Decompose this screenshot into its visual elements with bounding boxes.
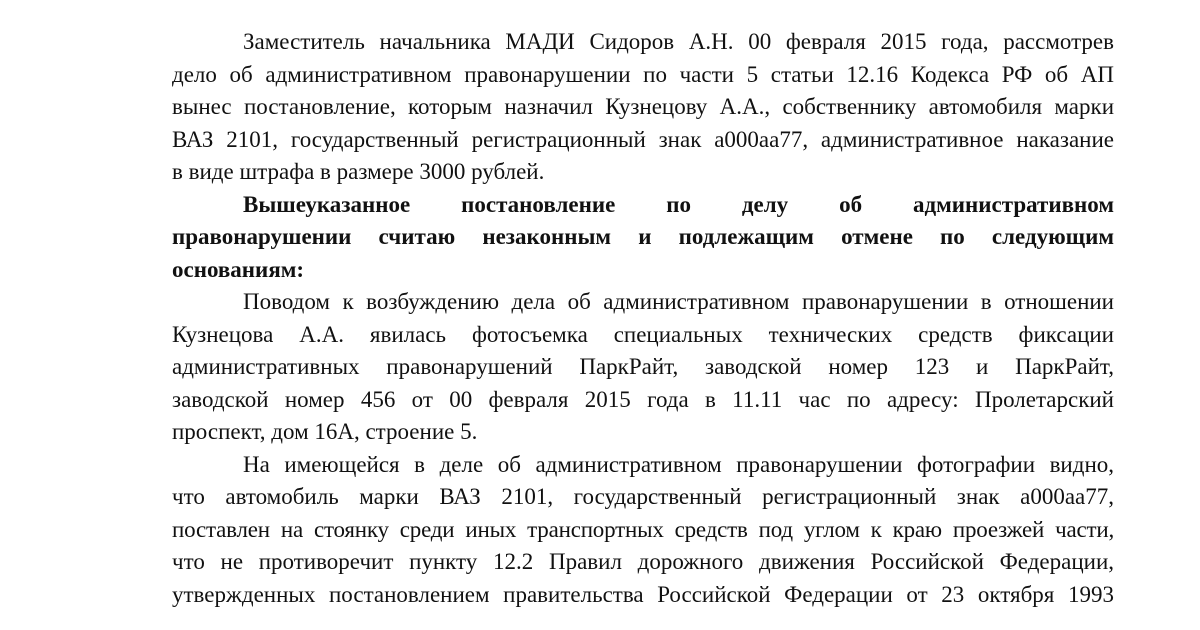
- document-page: [172, 26, 1114, 611]
- text-line: административных правонарушений ПаркРайт, заводской номер 123 и ПаркРайт,: [172, 354, 1114, 379]
- text-line: На имеющейся в деле об административном правонарушении фотографии видно,: [243, 451, 1114, 477]
- text-line: проспект, дом 16А, строение 5.: [172, 419, 478, 444]
- text-line: Заместитель начальника МАДИ Сидоров А.Н. 00 февраля 2015 года, рассмотрев: [243, 29, 1114, 54]
- text-line: что не противоречит пункту 12.2 Правил дорожного движения Российской Федерации,: [172, 549, 1114, 574]
- text-line: Вышеуказанное постановление по делу об административном: [243, 191, 1114, 217]
- text-line: что автомобиль марки ВАЗ 2101, государственный регистрационный знак а000аа77,: [172, 484, 1114, 509]
- text-line: ВАЗ 2101, государственный регистрационный знак а000аа77, административное наказание: [172, 126, 1114, 152]
- text-line: вынес постановление, которым назначил Кузнецову А.А., собственнику автомобиля марки: [172, 94, 1114, 119]
- paragraph-grounds-heading: [172, 189, 1114, 287]
- paragraph-photo-evidence: [172, 449, 1114, 612]
- paragraph-decision-summary: [172, 26, 1114, 189]
- text-line: правонарушении считаю незаконным и подлежащим отмене по следующим: [172, 224, 1114, 249]
- text-line: в виде штрафа в размере 3000 рублей.: [172, 159, 545, 184]
- text-line: поставлен на стоянку среди иных транспортных средств под углом к краю проезжей части,: [172, 516, 1114, 542]
- text-line: Поводом к возбуждению дела об административном правонарушении в отношении: [243, 289, 1114, 314]
- text-line: основаниям:: [172, 256, 305, 282]
- text-line: утвержденных постановлением правительства Российской Федерации от 23 октября 1993: [172, 581, 1114, 607]
- text-line: заводской номер 456 от 00 февраля 2015 года в 11.11 час по адресу: Пролетарский: [172, 386, 1114, 412]
- text-line: Кузнецова А.А. явилась фотосъемка специальных технических средств фиксации: [172, 321, 1114, 347]
- text-line: дело об административном правонарушении по части 5 статьи 12.16 Кодекса РФ об АП: [172, 61, 1114, 87]
- paragraph-case-grounds: [172, 286, 1114, 449]
